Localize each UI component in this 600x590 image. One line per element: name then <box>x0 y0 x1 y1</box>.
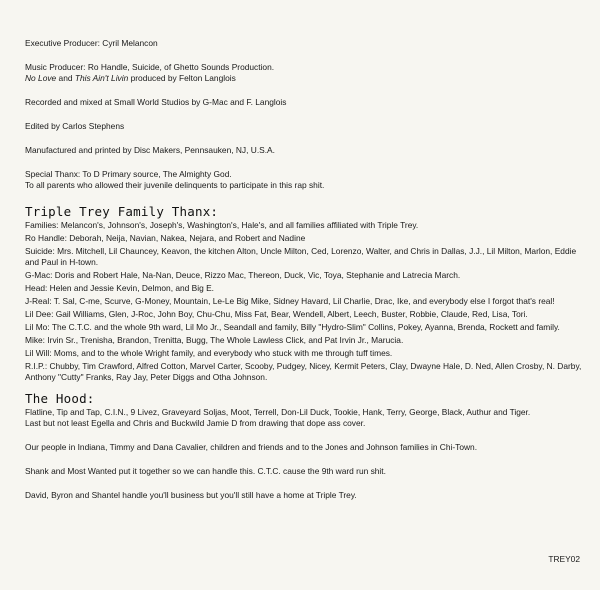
thanx-entry-suicide: Suicide: Mrs. Mitchell, Lil Chauncey, Keavon, the kitchen Alton, Uncle Milton, Ced, Lorenzo, Walter, and Chris in Dallas, J.J., Lil Milton, Marlon, Eddie and Paul in H-town. <box>25 246 577 267</box>
hood-heading: The Hood: <box>25 391 95 406</box>
song-title-no-love: No Love <box>25 73 57 83</box>
hood-paragraph-1-line-1: Flatline, Tip and Tap, C.I.N., 9 Livez, Graveyard Soljas, Moot, Terrell, Don-Lil Duck, Tookie, Hank, Terry, George, Black, Authur and Tiger. <box>25 407 531 417</box>
music-producer-credit <box>25 62 585 84</box>
family-thanx-list <box>25 220 585 383</box>
song-producer-name: produced by Felton Langlois <box>128 73 236 83</box>
thanx-entry-j-real: J-Real: T. Sal, C-me, Scurve, G-Money, Mountain, Le-Le Big Mike, Sidney Havard, Lil Charlie, Drac, Ike, and everybody else I forgot that's real! <box>25 296 555 306</box>
manufacturing-credit: Manufactured and printed by Disc Makers, Pennsauken, NJ, U.S.A. <box>25 145 275 155</box>
thanx-entry-g-mac: G-Mac: Doris and Robert Hale, Na-Nan, Deuce, Rizzo Mac, Thereon, Duck, Vic, Toya, Stephanie and Latrecia March. <box>25 270 461 280</box>
hood-paragraph-1-line-2: Last but not least Egella and Chris and Buckwild Jamie D from drawing that dope ass cover. <box>25 418 366 428</box>
special-thanx <box>25 169 585 191</box>
song-title-this-aint-livin: This Ain't Livin <box>74 73 129 83</box>
thanx-entry-mike: Mike: Irvin Sr., Trenisha, Brandon, Trenitta, Bugg, The Whole Lawless Click, and Pat Irvin Jr., Marucia. <box>25 335 404 345</box>
thanx-entry-families: Families: Melancon's, Johnson's, Joseph's, Washington's, Hale's, and all families affiliated with Triple Trey. <box>25 220 419 230</box>
music-producer-line: Music Producer: Ro Handle, Suicide, of Ghetto Sounds Production. <box>25 62 275 72</box>
editing-credit: Edited by Carlos Stephens <box>25 121 125 131</box>
hood-paragraph-3: Shank and Most Wanted put it together so we can handle this. C.T.C. cause the 9th ward run shit. <box>25 466 386 476</box>
family-thanx-heading: Triple Trey Family Thanx: <box>25 204 219 219</box>
thanx-entry-ro-handle: Ro Handle: Deborah, Neija, Navian, Nakea, Nejara, and Robert and Nadine <box>25 233 306 243</box>
thanx-entry-lil-dee: Lil Dee: Gail Williams, Glen, J-Roc, John Boy, Chu-Chu, Miss Fat, Bear, Wendell, Albert, Leech, Buster, Robbie, Claude, Red, Lisa, Tori. <box>25 309 528 319</box>
hood-paragraph-1 <box>25 407 585 429</box>
catalog-number: TREY02 <box>548 554 580 564</box>
special-thanx-line-1: Special Thanx: To D Primary source, The Almighty God. <box>25 169 232 179</box>
thanx-entry-lil-will: Lil Will: Moms, and to the whole Wright family, and everybody who stuck with me through tuff times. <box>25 348 393 358</box>
special-thanx-line-2: To all parents who allowed their juvenile delinquents to participate in this rap shit. <box>25 180 325 190</box>
thanx-entry-lil-mo: Lil Mo: The C.T.C. and the whole 9th ward, Lil Mo Jr., Seandall and family, Billy "Hydro-Slim" Collins, Pokey, Ayanna, Brenda, Rockett and family. <box>25 322 560 332</box>
liner-notes-content <box>25 38 585 514</box>
song-conjunction: and <box>56 73 75 83</box>
thanx-entry-rip: R.I.P.: Chubby, Tim Crawford, Alfred Cotton, Marvel Carter, Scooby, Pudgey, Nicey, Kermit Peters, Clay, Dwayne Hale, D. Ned, Allen Crosby, N. Darby, Anthony "Cutty" Franks, Ray Jay, Peter Diggs and Otha Johnson. <box>25 361 582 382</box>
hood-paragraph-2: Our people in Indiana, Timmy and Dana Cavalier, children and friends and to the Jones and Johnson families in Chi-Town. <box>25 442 478 452</box>
executive-producer-credit: Executive Producer: Cyril Melancon <box>25 38 158 48</box>
thanx-entry-head: Head: Helen and Jessie Kevin, Delmon, and Big E. <box>25 283 215 293</box>
hood-paragraph-4: David, Byron and Shantel handle you'll business but you'll still have a home at Triple Trey. <box>25 490 357 500</box>
recording-credit: Recorded and mixed at Small World Studios by G-Mac and F. Langlois <box>25 97 287 107</box>
song-producer-line <box>25 73 585 84</box>
